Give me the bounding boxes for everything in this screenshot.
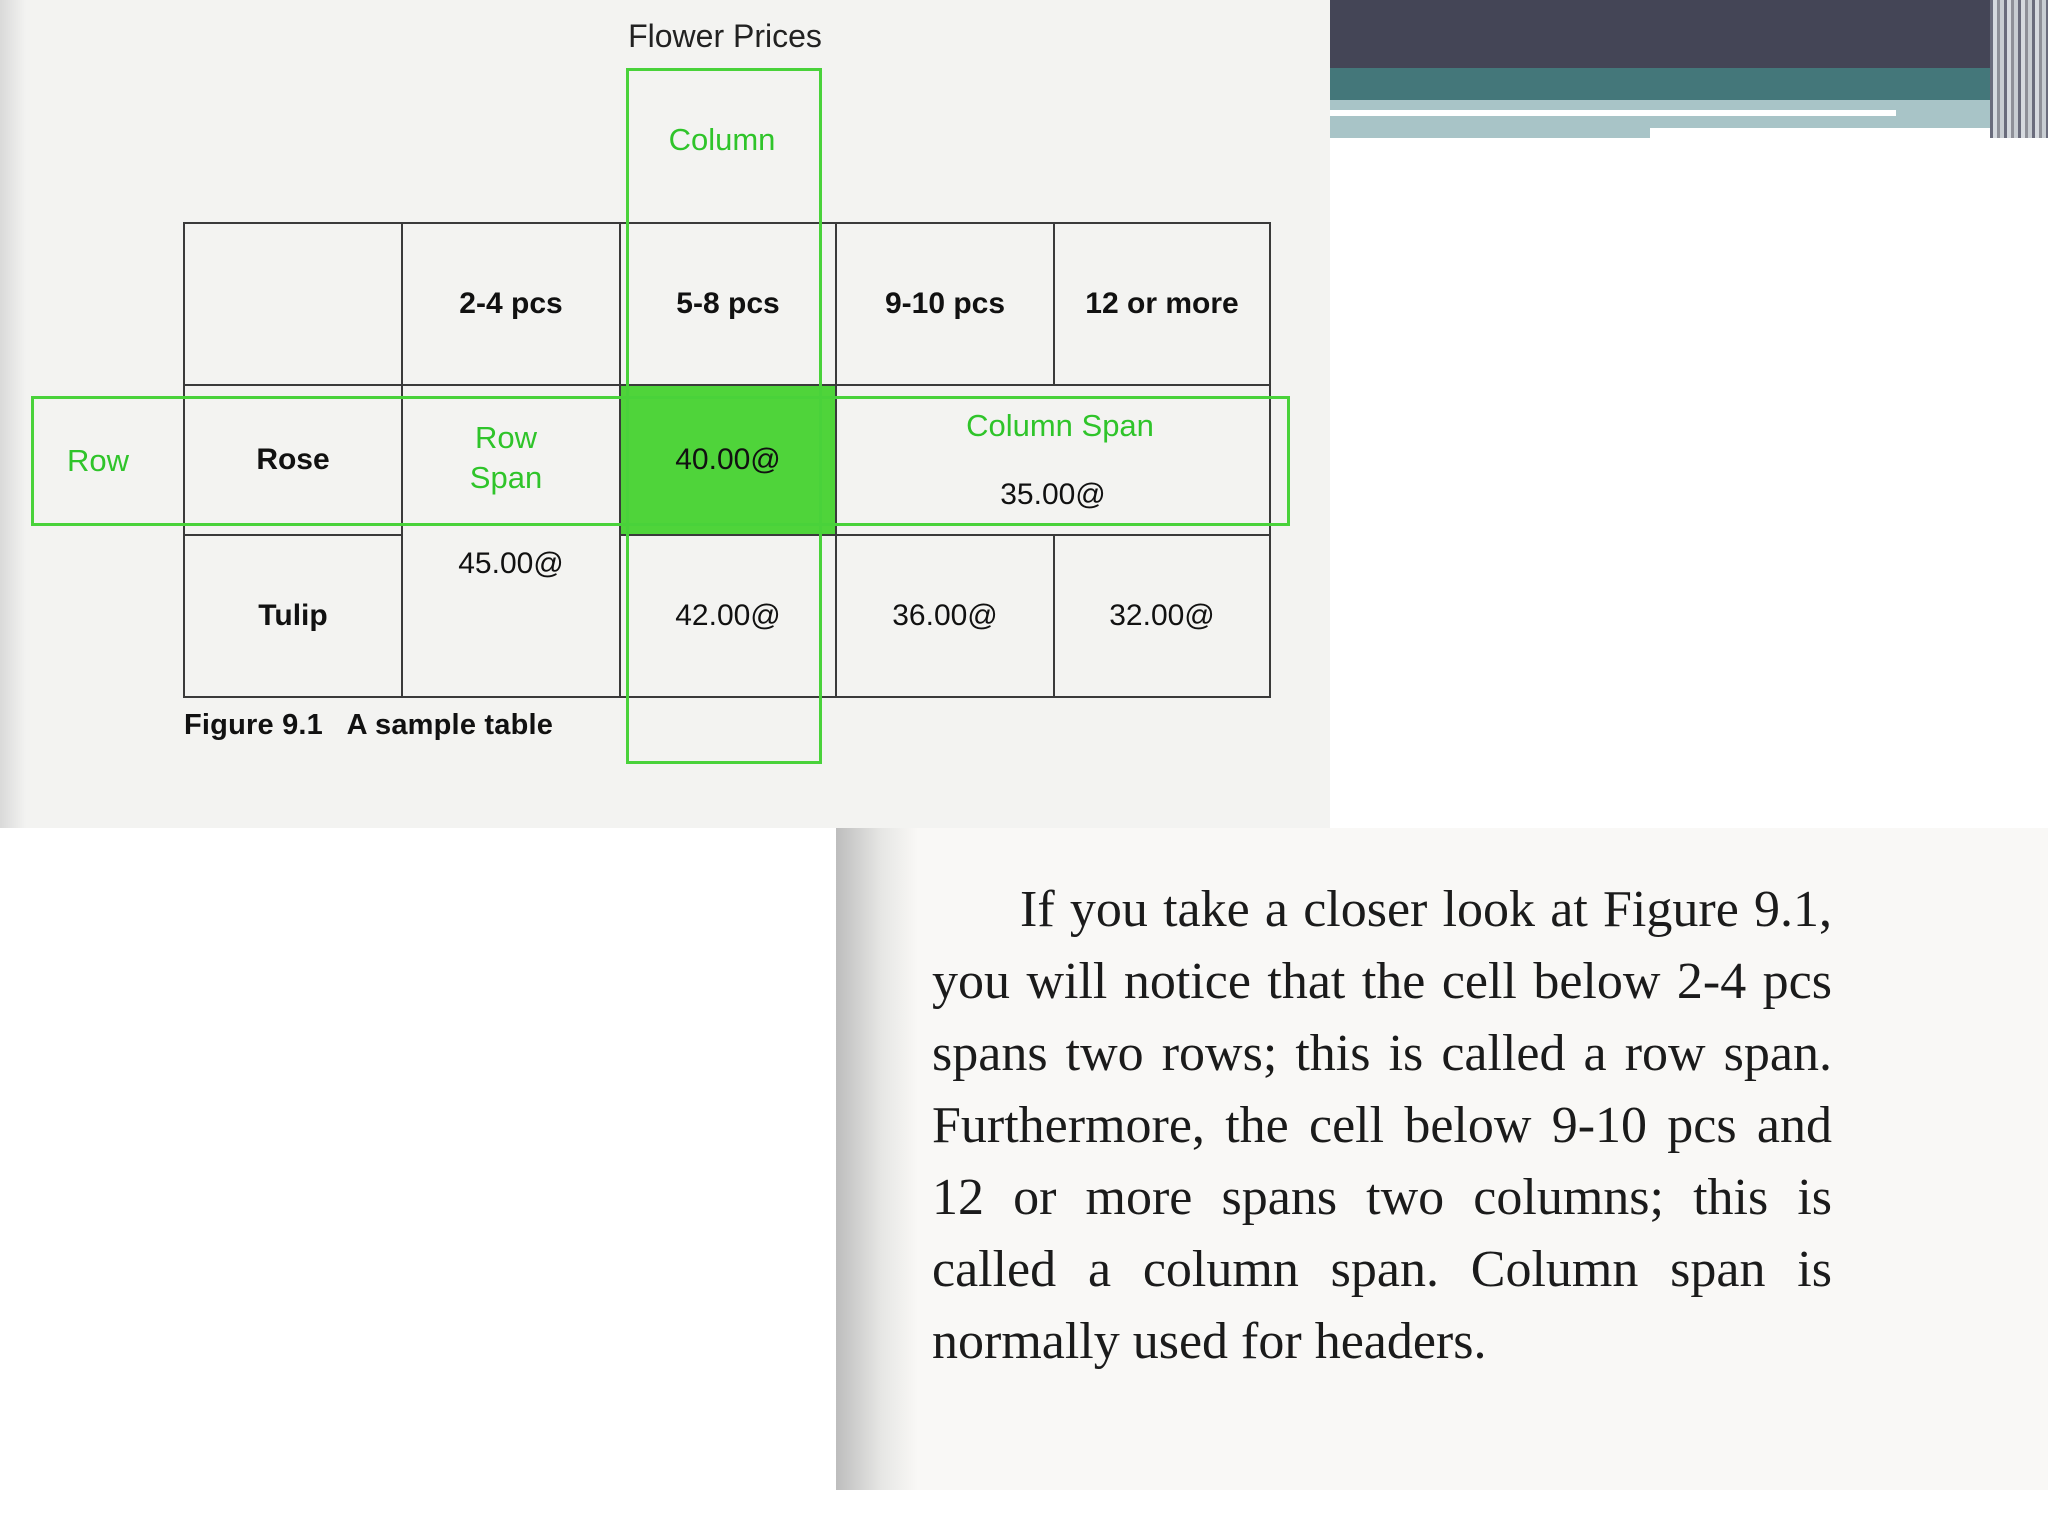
price-cell: 32.00@: [1054, 535, 1270, 697]
body-paragraph: If you take a closer look at Figure 9.1, you will notice that the cell below 2-4 pcs spans two rows; this is called a row span. Furthermore, the cell below 9-10 pcs and 12 or more spans two columns; this is called a column span. Column span is normally used for headers.: [932, 881, 1832, 1370]
column-span-cell: 35.00@: [836, 385, 1270, 535]
price-cell: 42.00@: [620, 535, 836, 697]
price-value: 45.00@: [458, 546, 564, 580]
slide-teal-band: [1330, 68, 2048, 100]
header-cell-empty: [184, 223, 402, 385]
highlighted-price-cell: 40.00@: [620, 385, 836, 535]
table-header-row: [184, 223, 1270, 385]
figure-title: Flower Prices: [628, 18, 822, 54]
header-cell: 9-10 pcs: [836, 223, 1054, 385]
price-cell: 36.00@: [836, 535, 1054, 697]
header-cell: 5-8 pcs: [620, 223, 836, 385]
flower-prices-table: [183, 222, 1271, 698]
figure-scan: [0, 0, 1330, 828]
slide-header-band: [1330, 0, 2048, 68]
slide-corner-stripes: [1990, 0, 2048, 138]
slide-divider-line: [1650, 128, 2048, 138]
row-span-label: Row Span: [469, 420, 543, 495]
header-cell: 2-4 pcs: [402, 223, 620, 385]
column-label: Column: [668, 122, 776, 157]
row-name-cell: Rose: [184, 385, 402, 535]
table-row: [184, 535, 1270, 697]
row-name-cell: Tulip: [184, 535, 402, 697]
row-label: Row: [66, 443, 129, 478]
header-cell: 12 or more: [1054, 223, 1270, 385]
slide-divider-line: [1330, 110, 1896, 116]
text-scan: [836, 828, 2048, 1490]
column-span-label: Column Span: [966, 408, 1154, 443]
figure-caption: Figure 9.1 A sample table: [184, 709, 554, 741]
